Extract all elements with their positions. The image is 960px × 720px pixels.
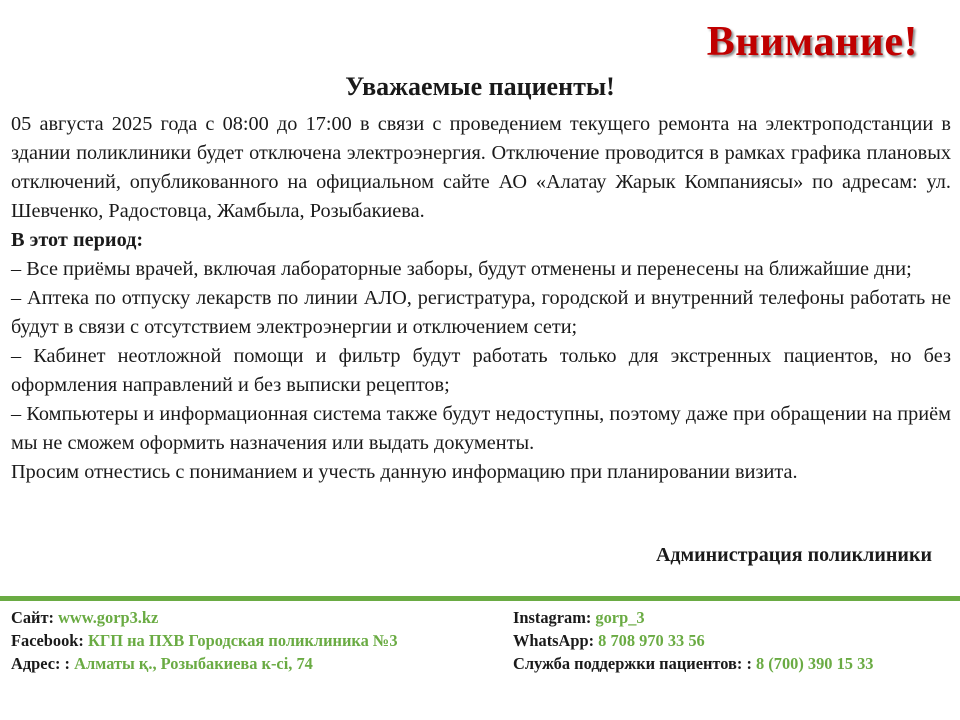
whatsapp-label: WhatsApp:	[513, 631, 599, 650]
support-label: Служба поддержки пациентов: :	[513, 654, 757, 673]
footer-address	[11, 652, 398, 675]
signature: Администрация поликлиники	[655, 544, 932, 566]
support-phone[interactable]: 8 (700) 390 15 33	[756, 654, 874, 673]
list-item: – Кабинет неотложной помощи и фильтр будут работать только для экстренных пациентов, но без оформления направлений и без выписки рецептов;	[11, 345, 951, 396]
facebook-label: Facebook:	[11, 631, 88, 650]
facebook-link[interactable]: КГП на ПХВ Городская поликлиника №3	[87, 631, 398, 650]
notice-intro: 05 августа 2025 года с 08:00 до 17:00 в связи с проведением текущего ремонта на электроподстанции в здании поликлиники будет отключена электроэнергия. Отключение проводится в рамках графика плановых отключений, опубликованного на официальном сайте АО «Алатау Жарык Компаниясы» по адресам: ул. Шевченко, Радостовца, Жамбыла, Розыбакиева.	[11, 113, 951, 222]
footer-divider	[0, 596, 960, 601]
list-item: – Все приёмы врачей, включая лабораторные заборы, будут отменены и перенесены на ближайшие дни;	[11, 258, 912, 280]
footer-instagram	[513, 606, 873, 629]
whatsapp-link[interactable]: 8 708 970 33 56	[598, 631, 705, 650]
period-title: В этот период:	[11, 229, 144, 251]
list-item: – Компьютеры и информационная система также будут недоступны, поэтому даже при обращении на приём мы не сможем оформить назначения или выдать документы.	[11, 403, 951, 454]
footer-whatsapp	[513, 629, 873, 652]
instagram-label: Instagram:	[513, 608, 596, 627]
attention-title: Внимание!	[706, 19, 918, 65]
instagram-link[interactable]: gorp_3	[595, 608, 645, 627]
footer-left-column	[11, 606, 398, 675]
footer-right-column	[513, 606, 873, 675]
list-item: – Аптека по отпуску лекарств по линии АЛО, регистратура, городской и внутренний телефоны работать не будут в связи с отсутствием электроэнергии и отключением сети;	[11, 287, 951, 338]
address-label: Адрес: :	[11, 654, 75, 673]
site-link[interactable]: www.gorp3.kz	[58, 608, 159, 627]
footer-facebook	[11, 629, 398, 652]
notice-body	[11, 110, 951, 487]
notice-heading: Уважаемые пациенты!	[345, 72, 615, 101]
site-label: Сайт:	[11, 608, 59, 627]
address-value: Алматы қ., Розыбакиева к-сі, 74	[74, 654, 313, 673]
footer-support	[513, 652, 873, 675]
footer-site	[11, 606, 398, 629]
closing-text: Просим отнестись с пониманием и учесть данную информацию при планировании визита.	[11, 461, 798, 483]
